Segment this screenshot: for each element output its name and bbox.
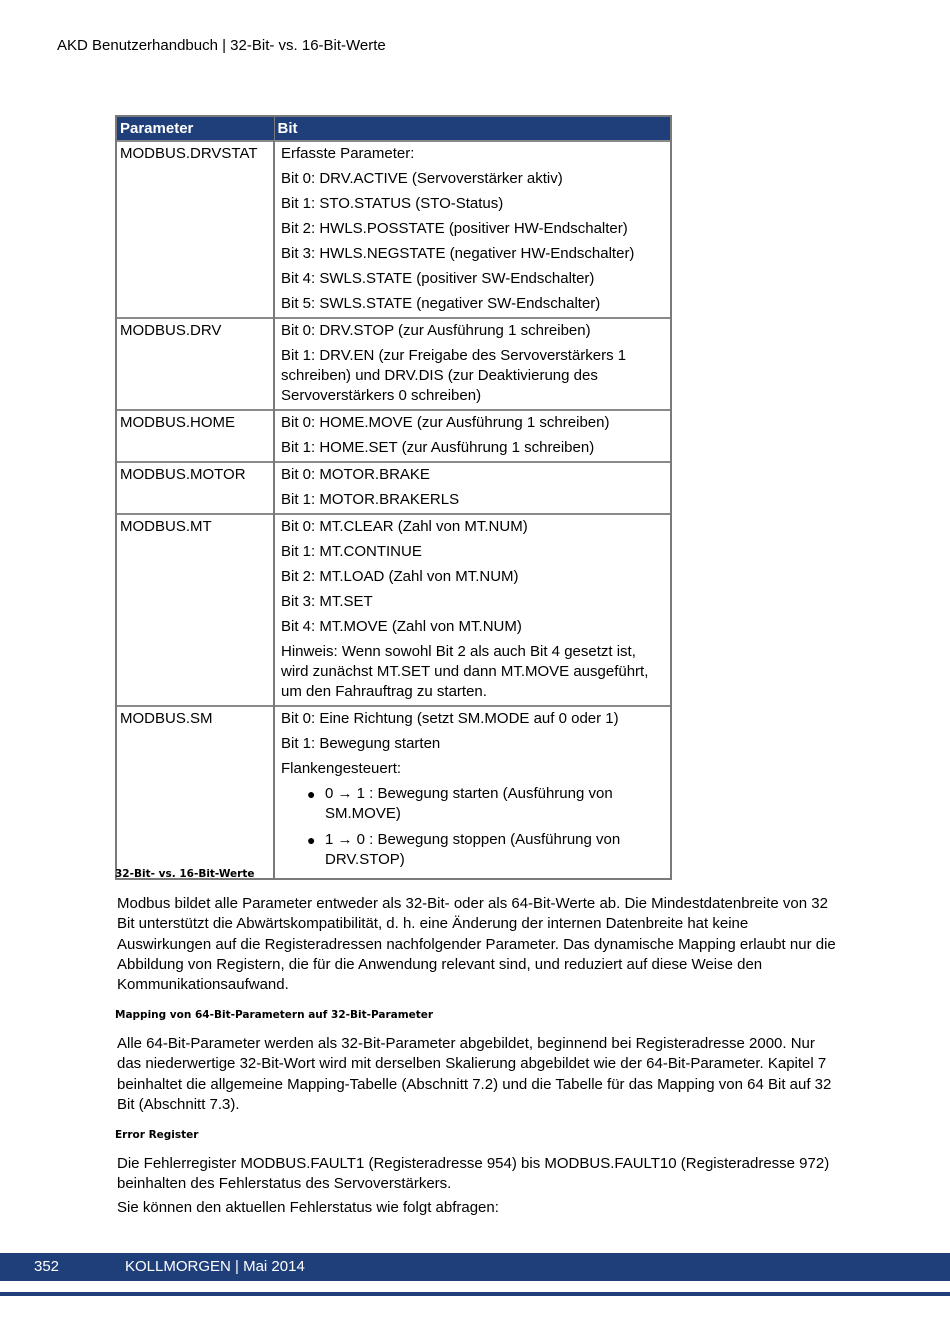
bit-line: Bit 0: HOME.MOVE (zur Ausführung 1 schreiben) [281,414,610,431]
table-row [116,706,671,879]
table-row [116,514,671,706]
bullet-icon: ● [307,786,316,802]
bit-line: Bit 0: MOTOR.BRAKE [281,466,430,483]
bullet-icon: ● [307,832,316,848]
paragraph-query-status: Sie können den aktuellen Fehlerstatus wie folgt abfragen: [117,1199,499,1216]
bit-cell [274,514,671,706]
bit-line: Erfasste Parameter: [281,145,415,162]
footer-divider [0,1292,950,1296]
bit-line: Bit 1: DRV.EN (zur Freigabe des Servoverstärkers 1 schreiben) und DRV.DIS (zur Deaktivierung des Servoverstärkers 0 schreiben) [281,347,627,404]
list-item [303,830,664,870]
paragraph-modbus-widths: Modbus bildet alle Parameter entweder als 32-Bit- oder als 64-Bit-Werte ab. Die Mindestdatenbreite von 32 Bit unterstützt die Abwärtskompatibilität, d. h. eine Änderung der internen Datenbreite hat keine Auswirkungen auf die Registeradressen nachfolgender Parameter. Das dynamische Mapping erlaubt nur die Abbildung von Registern, die für die Anwendung relevant sind, und reduziert auf diese Weise den Kommunikationsaufwand. [117,895,836,994]
parameter-name: MODBUS.MOTOR [116,462,274,514]
bullet-list [275,784,670,870]
table-row [116,141,671,318]
bit-line: Bit 0: Eine Richtung (setzt SM.MODE auf 0 oder 1) [281,710,619,727]
bit-line: Bit 4: MT.MOVE (Zahl von MT.NUM) [281,618,522,635]
parameter-table [115,115,672,880]
bit-cell [274,462,671,514]
table-row [116,462,671,514]
page-header: AKD Benutzerhandbuch | 32-Bit- vs. 16-Bit-Werte [57,37,386,54]
list-item-text: 0 → 1 : Bewegung starten (Ausführung von SM.MOVE) [325,785,613,822]
section-heading-mapping: Mapping von 64-Bit-Parametern auf 32-Bit-Parameter [115,1009,434,1021]
bit-line: Bit 3: HWLS.NEGSTATE (negativer HW-Endschalter) [281,245,635,262]
bit-line: Bit 0: DRV.STOP (zur Ausführung 1 schreiben) [281,322,591,339]
bit-cell [274,141,671,318]
bit-line: Bit 0: MT.CLEAR (Zahl von MT.NUM) [281,518,528,535]
bit-line: Bit 1: MT.CONTINUE [281,543,422,560]
list-item-text: 1 → 0 : Bewegung stoppen (Ausführung von DRV.STOP) [325,831,621,868]
bit-line: Bit 4: SWLS.STATE (positiver SW-Endschalter) [281,270,595,287]
bit-line: Bit 1: STO.STATUS (STO-Status) [281,195,504,212]
parameter-name: MODBUS.DRV [116,318,274,410]
bit-cell [274,318,671,410]
page-number: 352 [34,1258,60,1275]
bit-cell [274,706,671,879]
bit-line: Bit 0: DRV.ACTIVE (Servoverstärker aktiv) [281,170,563,187]
table-header-row [116,116,671,141]
bit-line: Bit 1: Bewegung starten [281,735,441,752]
bit-line: Bit 5: SWLS.STATE (negativer SW-Endschalter) [281,295,601,312]
paragraph-fault-registers: Die Fehlerregister MODBUS.FAULT1 (Registeradresse 954) bis MODBUS.FAULT10 (Registeradresse 972) beinhalten des Fehlerstatus des Servoverstärkers. [117,1155,830,1193]
table-row [116,318,671,410]
section-heading-error-register: Error Register [115,1129,199,1141]
list-item [303,784,664,824]
column-header-parameter: Parameter [116,116,274,141]
column-header-bit: Bit [274,116,671,141]
bit-line: Flankengesteuert: [281,760,402,777]
footer-text: KOLLMORGEN | Mai 2014 [125,1258,305,1275]
section-heading-32-vs-16-bit: 32-Bit- vs. 16-Bit-Werte [115,868,255,880]
bit-line: Bit 2: MT.LOAD (Zahl von MT.NUM) [281,568,519,585]
table-row [116,410,671,462]
parameter-name: MODBUS.MT [116,514,274,706]
note-line: Hinweis: Wenn sowohl Bit 2 als auch Bit 4 gesetzt ist, wird zunächst MT.SET und dann MT.MOVE ausgeführt, um den Fahrauftrag zu starten. [281,643,649,700]
bit-line: Bit 3: MT.SET [281,593,373,610]
page-footer [0,1253,950,1281]
parameter-name: MODBUS.SM [116,706,274,879]
bit-line: Bit 1: MOTOR.BRAKERLS [281,491,460,508]
parameter-name: MODBUS.DRVSTAT [116,141,274,318]
bit-cell [274,410,671,462]
paragraph-mapping: Alle 64-Bit-Parameter werden als 32-Bit-Parameter abgebildet, beginnend bei Registeradresse 2000. Nur das niederwertige 32-Bit-Wort wird mit derselben Skalierung abgebildet wie der 64-Bit-Parameter. Kapitel 7 beinhaltet die allgemeine Mapping-Tabelle (Abschnitt 7.2) und die Tabelle für das Mapping von 64 Bit auf 32 Bit (Abschnitt 7.3). [117,1035,832,1113]
parameter-name: MODBUS.HOME [116,410,274,462]
bit-line: Bit 2: HWLS.POSSTATE (positiver HW-Endschalter) [281,220,628,237]
bit-line: Bit 1: HOME.SET (zur Ausführung 1 schreiben) [281,439,595,456]
